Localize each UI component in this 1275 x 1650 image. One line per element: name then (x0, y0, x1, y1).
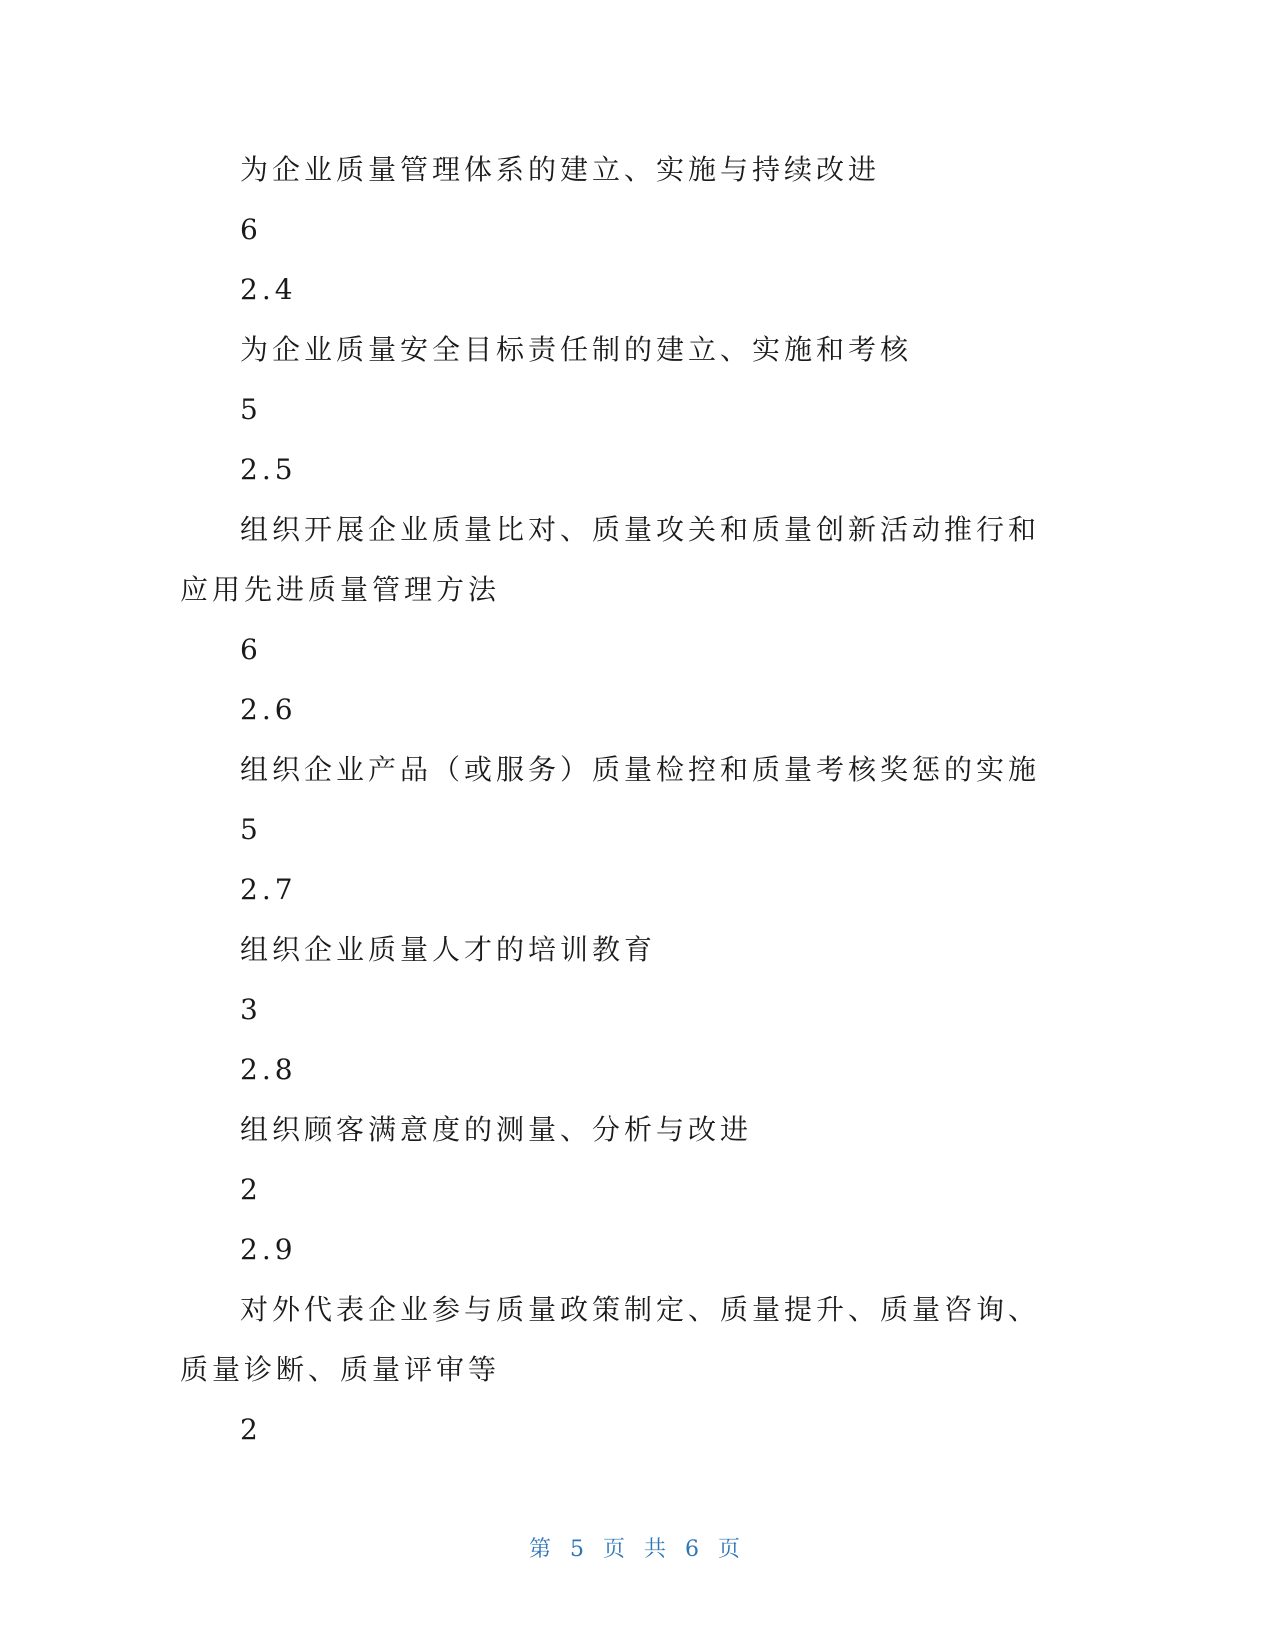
item-text: 组织开展企业质量比对、质量攻关和质量创新活动推行和应用先进质量管理方法 (180, 513, 1041, 606)
item-score: 6 (240, 213, 262, 246)
item-number: 2.8 (240, 1053, 297, 1086)
document-body (180, 140, 1060, 1460)
item-score: 6 (240, 633, 262, 666)
item-number: 2.6 (240, 693, 297, 726)
item-number: 2.9 (240, 1233, 297, 1266)
page-number-footer: 第 5 页 共 6 页 (529, 1537, 746, 1562)
item-number: 2.7 (240, 873, 297, 906)
item-score: 5 (240, 393, 262, 426)
item-text: 组织顾客满意度的测量、分析与改进 (240, 1113, 753, 1146)
item-text: 组织企业产品（或服务）质量检控和质量考核奖惩的实施 (240, 753, 1041, 786)
item-number: 2.4 (240, 273, 297, 306)
item-text: 为企业质量管理体系的建立、实施与持续改进 (240, 153, 881, 186)
item-text: 组织企业质量人才的培训教育 (240, 933, 657, 966)
item-score: 2 (240, 1173, 262, 1206)
item-score: 5 (240, 813, 262, 846)
item-text: 为企业质量安全目标责任制的建立、实施和考核 (240, 333, 913, 366)
item-score: 2 (240, 1413, 262, 1446)
item-text: 对外代表企业参与质量政策制定、质量提升、质量咨询、质量诊断、质量评审等 (180, 1293, 1041, 1386)
item-score: 3 (240, 993, 262, 1026)
item-number: 2.5 (240, 453, 297, 486)
